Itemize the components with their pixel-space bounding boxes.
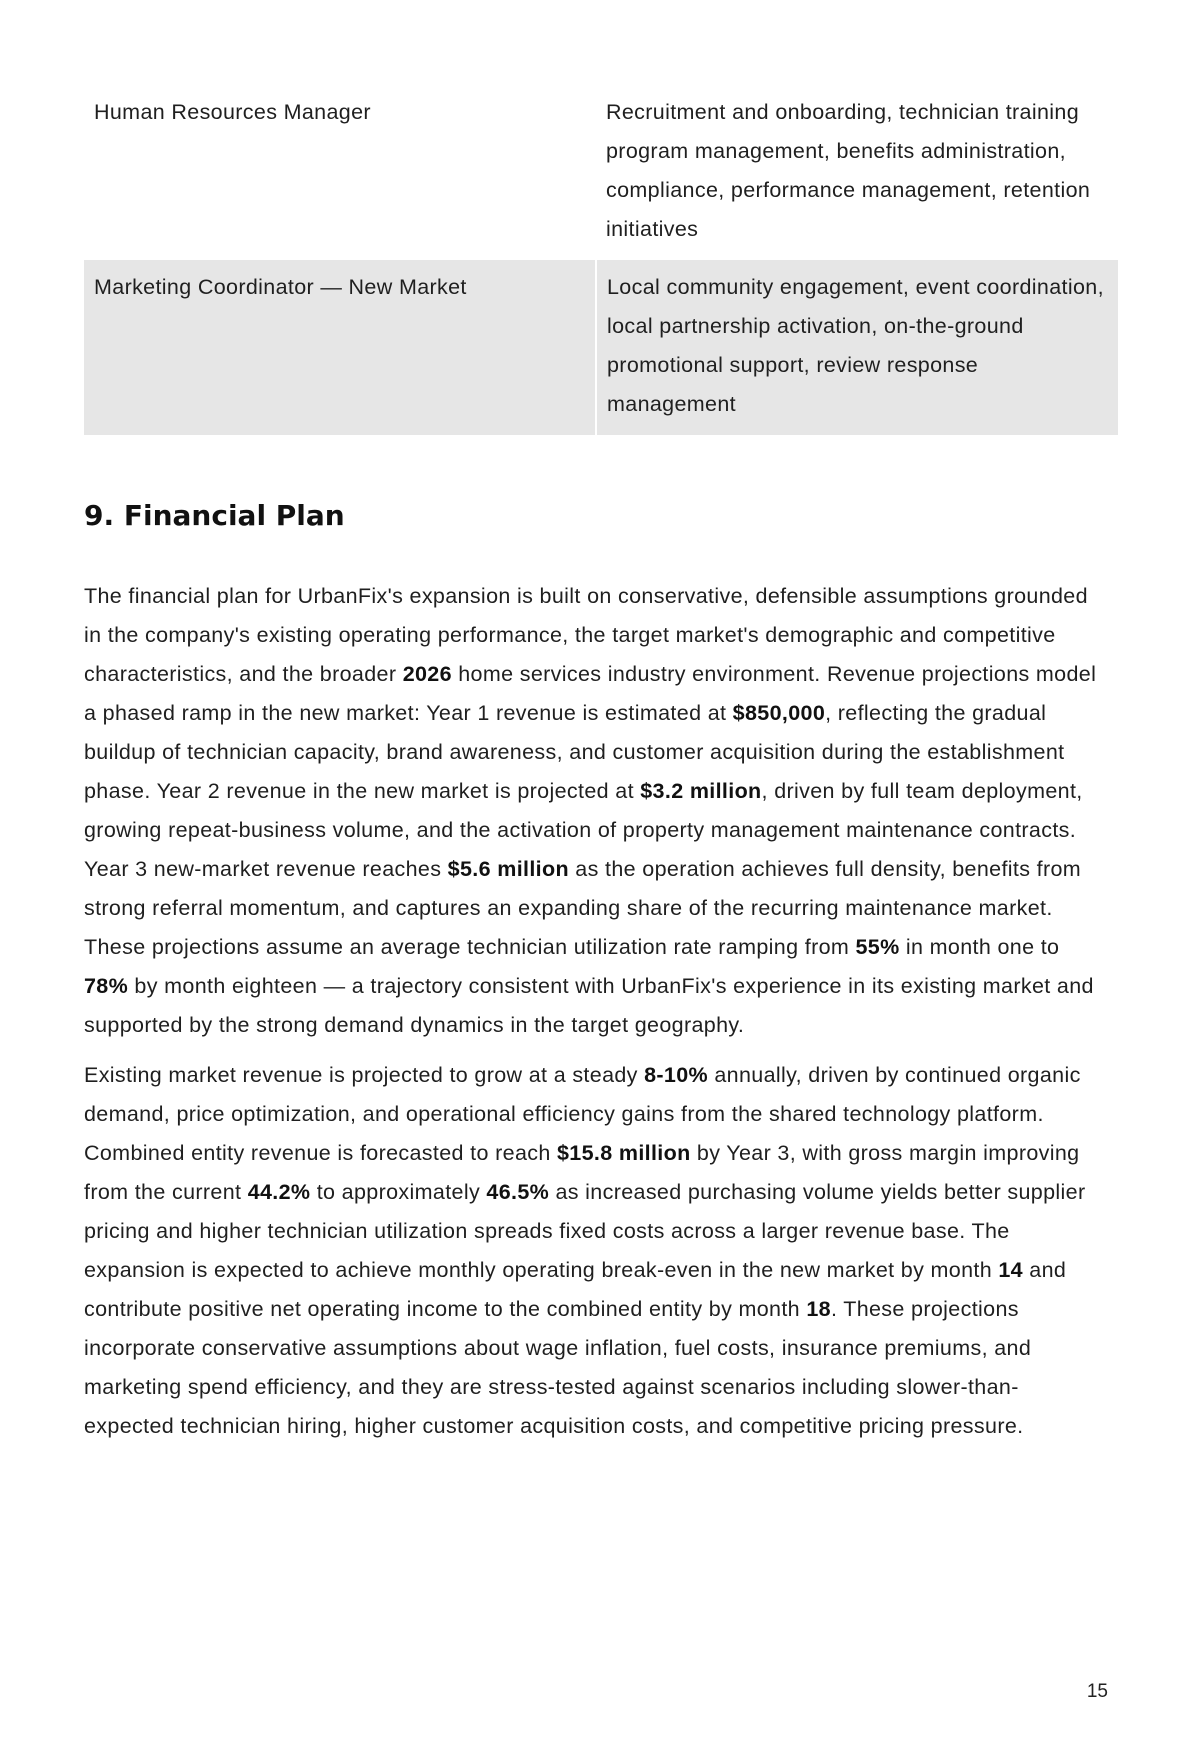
text-run: The financial plan for UrbanFix's expansion is built on conservative, defensible assumptions grounded in the company's existing operating performance, the target market's demographic and competitive characteristics, and the broader — [84, 584, 1088, 686]
text-run: annually, driven by continued organic demand, price optimization, and operational efficiency gains from the shared technology platform. Combined entity revenue is forecasted to reach — [84, 1063, 1081, 1165]
text-run: as the operation achieves full density, benefits from strong referral momentum, and captures an expanding share of the recurring maintenance market. These projections assume an average technician utilization rate ramping from — [84, 857, 1082, 959]
highlight-value: 14 — [998, 1258, 1023, 1282]
section-body — [84, 577, 1108, 1446]
highlight-value: 46.5% — [486, 1180, 550, 1204]
highlight-value: 55% — [855, 935, 900, 959]
text-run: , driven by full team deployment, growing repeat-business volume, and the activation of property management maintenance contracts. Year 3 new-market revenue reaches — [84, 779, 1083, 881]
text-run: home services industry environment. Revenue projections model a phased ramp in the new market: Year 1 revenue is estimated at — [84, 662, 1097, 725]
role-title-cell: Human Resources Manager — [94, 100, 371, 124]
table-row — [84, 260, 1118, 435]
document-page — [84, 85, 1108, 1457]
paragraph-revenue-projections — [84, 577, 1108, 1045]
section-heading: 9. Financial Plan — [84, 499, 345, 532]
highlight-value: 18 — [806, 1297, 831, 1321]
text-run: and contribute positive net operating income to the combined entity by month — [84, 1258, 1067, 1321]
text-run: by Year 3, with gross margin improving from the current — [84, 1141, 1080, 1204]
highlight-value: 78% — [84, 974, 129, 998]
highlight-value: $15.8 million — [556, 1141, 691, 1165]
role-title-cell: Marketing Coordinator — New Market — [84, 260, 596, 435]
text-run: as increased purchasing volume yields better supplier pricing and higher technician utilization spreads fixed costs across a larger revenue base. The expansion is expected to achieve monthly operating break-even in the new market by month — [84, 1180, 1086, 1282]
roles-table — [84, 85, 1118, 435]
role-responsibilities-cell: Local community engagement, event coordination, local partnership activation, on-the-ground promotional support, review response management — [596, 260, 1118, 435]
highlight-value: $5.6 million — [447, 857, 569, 881]
text-run: in month one to — [899, 935, 1060, 959]
paragraph-combined-entity — [84, 1056, 1108, 1446]
text-run: , reflecting the gradual buildup of technician capacity, brand awareness, and customer acquisition during the establishment phase. Year 2 revenue in the new market is projected at — [84, 701, 1065, 803]
text-run: to approximately — [310, 1180, 487, 1204]
highlight-value: 2026 — [402, 662, 452, 686]
role-responsibilities-cell: Recruitment and onboarding, technician training program management, benefits administration, compliance, performance management, retention initiatives — [606, 100, 1091, 241]
highlight-value: 8-10% — [644, 1063, 709, 1087]
text-run: Existing market revenue is projected to grow at a steady — [84, 1063, 645, 1087]
table-row — [84, 85, 1118, 260]
highlight-value: $3.2 million — [640, 779, 762, 803]
text-run: . These projections incorporate conservative assumptions about wage inflation, fuel costs, insurance premiums, and marketing spend efficiency, and they are stress-tested against scenarios including slower-than-expected technician hiring, higher customer acquisition costs, and competitive pricing pressure. — [84, 1297, 1032, 1438]
highlight-value: $850,000 — [732, 701, 826, 725]
page-number: 15 — [1086, 1681, 1108, 1702]
highlight-value: 44.2% — [247, 1180, 311, 1204]
text-run: by month eighteen — a trajectory consistent with UrbanFix's experience in its existing market and supported by the strong demand dynamics in the target geography. — [84, 974, 1094, 1037]
